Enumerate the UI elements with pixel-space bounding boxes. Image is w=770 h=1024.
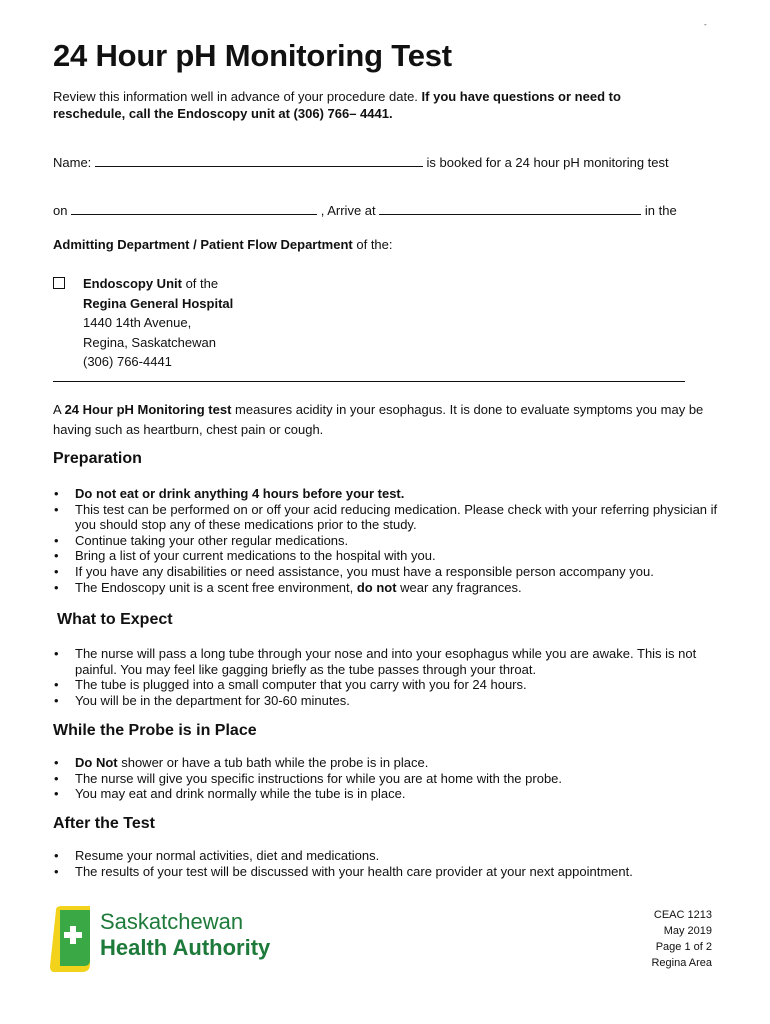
preparation-heading: Preparation xyxy=(53,450,142,467)
page-title: 24 Hour pH Monitoring Test xyxy=(53,38,452,73)
preparation-list xyxy=(53,486,718,595)
probe-heading: While the Probe is in Place xyxy=(53,722,257,739)
list-item xyxy=(53,755,718,771)
prep-item-bold: Do not eat or drink anything 4 hours before your test. xyxy=(75,486,405,501)
arrive-time-blank[interactable] xyxy=(379,202,641,215)
logo-name-line2: Health Authority xyxy=(100,935,271,960)
prep-last-rest: wear any fragrances. xyxy=(396,579,522,595)
name-blank[interactable] xyxy=(95,154,423,167)
after-heading: After the Test xyxy=(53,815,155,832)
arrive-label: , Arrive at xyxy=(320,203,376,218)
form-code: CEAC 1213 xyxy=(653,909,712,921)
about-paragraph xyxy=(53,400,718,440)
name-row xyxy=(53,154,669,170)
probe-first-bold: Do Not xyxy=(75,755,118,770)
on-label: on xyxy=(53,203,68,218)
list-item: • The tube is plugged into a small computer that you carry with you for 24 hours. xyxy=(53,677,718,693)
region-area: Regina Area xyxy=(651,957,712,969)
revision-date: May 2019 xyxy=(663,925,712,937)
sha-logo-mark xyxy=(50,906,92,972)
about-pre: A xyxy=(53,402,65,417)
admitting-line xyxy=(53,237,393,252)
after-list xyxy=(53,848,718,879)
name-label: Name: xyxy=(53,155,92,170)
probe-first-rest: shower or have a tub bath while the probe is in place. xyxy=(117,755,429,770)
list-item: • The results of your test will be discussed with your health care provider at your next appointment. xyxy=(53,864,718,880)
endoscopy-checkbox[interactable] xyxy=(53,277,65,289)
list-item: • Continue taking your other regular medications. xyxy=(53,533,718,549)
document-code-block xyxy=(590,907,712,971)
page-number: Page 1 of 2 xyxy=(655,941,712,953)
date-blank[interactable] xyxy=(71,202,317,215)
list-item: • The nurse will pass a long tube through your nose and into your esophagus while you are awake. This is not painful. You may feel like gagging briefly as the tube passes through your throat. xyxy=(53,646,718,677)
street-address: 1440 14th Avenue, xyxy=(83,315,192,330)
admitting-department: Admitting Department / Patient Flow Department xyxy=(53,237,353,252)
city-address: Regina, Saskatchewan xyxy=(83,334,216,350)
date-row xyxy=(53,202,677,218)
in-the-label: in the xyxy=(644,203,677,218)
booked-text: is booked for a 24 hour pH monitoring test xyxy=(426,155,669,170)
list-item xyxy=(53,580,718,596)
corner-mark: - xyxy=(704,20,707,29)
intro-contact: If you have questions or need to reschedule, call the Endoscopy unit at (306) 766– 4441. xyxy=(53,89,621,121)
phone-number: (306) 766-4441 xyxy=(83,354,172,369)
probe-list xyxy=(53,755,718,802)
logo-name-line1: Saskatchewan xyxy=(100,909,244,934)
list-item: • Bring a list of your current medications to the hospital with you. xyxy=(53,548,718,564)
expect-list xyxy=(53,646,718,708)
about-rest: measures acidity in your esophagus. It is done to evaluate symptoms you may be having such as heartburn, chest pain or cough. xyxy=(53,402,704,437)
intro-text: Review this information well in advance of your procedure date. xyxy=(53,89,422,104)
divider xyxy=(53,381,685,382)
list-item: • You may eat and drink normally while the tube is in place. xyxy=(53,786,718,802)
prep-last-bold: do not xyxy=(356,579,397,595)
list-item: • The nurse will give you specific instructions for while you are at home with the probe. xyxy=(53,771,718,787)
list-item: • Resume your normal activities, diet and medications. xyxy=(53,848,718,864)
list-item: • This test can be performed on or off your acid reducing medication. Please check with your referring physician if you should stop any of these medications prior to the study. xyxy=(53,502,718,533)
prep-last-text: The Endoscopy unit is a scent free environment, xyxy=(75,579,357,595)
list-item: • If you have any disabilities or need assistance, you must have a responsible person accompany you. xyxy=(53,564,718,580)
unit-name: Endoscopy Unit xyxy=(83,276,182,291)
intro-paragraph xyxy=(53,88,693,122)
location-address xyxy=(83,274,233,372)
unit-rest: of the xyxy=(181,276,219,291)
expect-heading: What to Expect xyxy=(57,611,173,628)
hospital-name: Regina General Hospital xyxy=(83,295,234,311)
about-bold: 24 Hour pH Monitoring test xyxy=(64,402,232,417)
admitting-rest: of the: xyxy=(352,237,393,252)
list-item: • You will be in the department for 30-60 minutes. xyxy=(53,693,718,709)
list-item xyxy=(53,486,718,502)
